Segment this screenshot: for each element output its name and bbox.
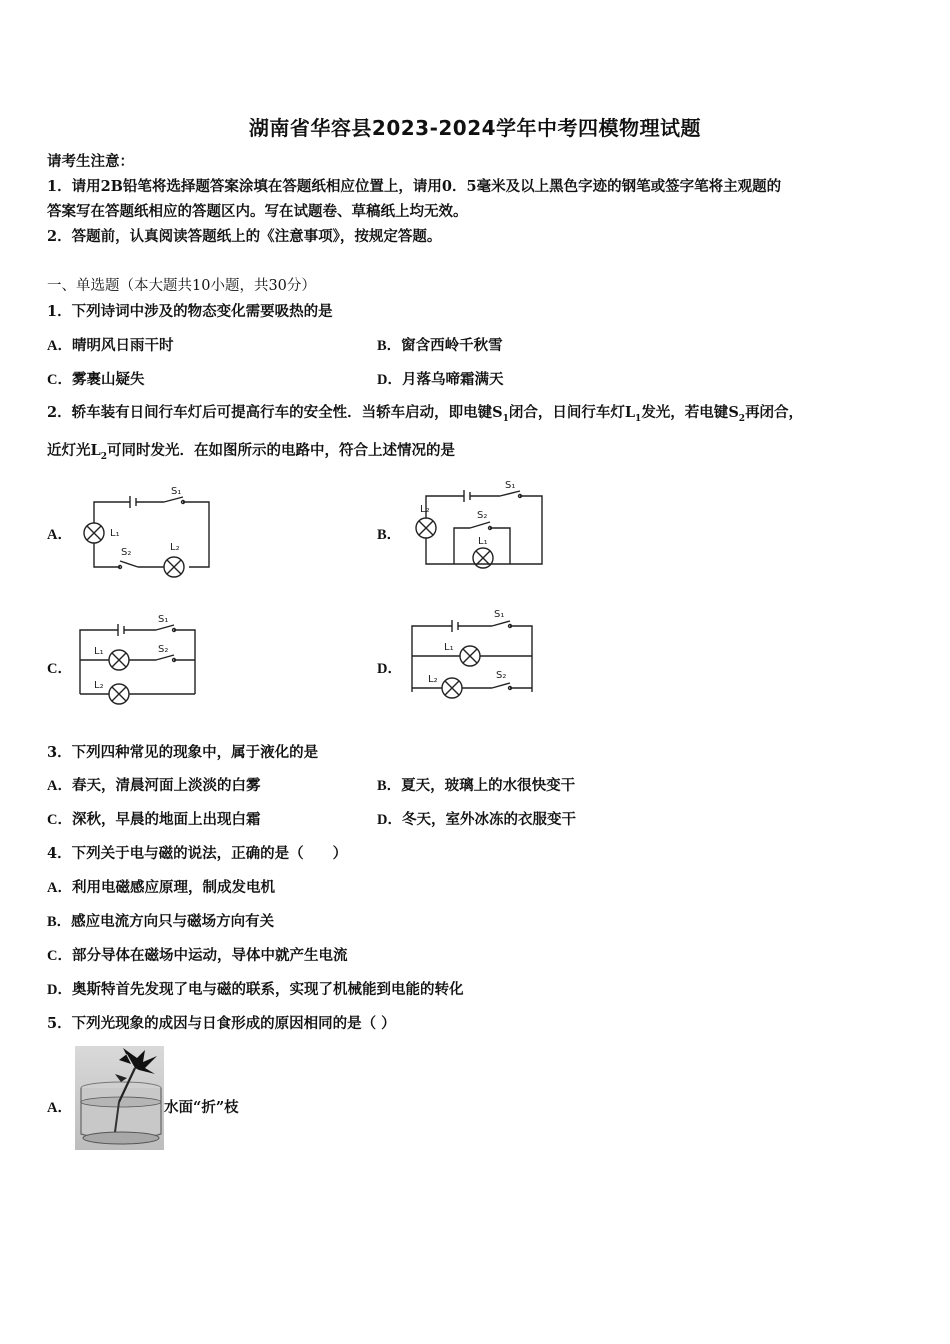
- q4-option-b: [47, 913, 274, 931]
- a-l1-label: L₁: [110, 528, 120, 539]
- q3-d-text: 冬天，室外冰冻的衣服变干: [401, 811, 576, 828]
- q4-d-text: 奥斯特首先发现了电与磁的联系，实现了机械能到电能的转化: [71, 981, 464, 998]
- notice-line-1b: 答案写在答题纸相应的答题区内。写在试题卷、草稿纸上均无效。: [47, 203, 468, 220]
- circuit-diagram-a: [80, 484, 215, 579]
- q1-b-text: 窗含西岭千秋雪: [401, 337, 503, 354]
- q5-a-text: 水面“折”枝: [164, 1099, 239, 1116]
- q1-c-label: C．: [47, 372, 72, 388]
- circuit-diagram-b: [410, 478, 550, 578]
- q2-s2-sub: 2: [738, 413, 746, 424]
- q4-c-text: 部分导体在磁场中运动，导体中就产生电流: [71, 947, 348, 964]
- q4-option-d: [47, 981, 463, 999]
- d-l2-label: L₂: [428, 674, 438, 685]
- q2-l2-sub: 2: [100, 451, 107, 462]
- q5-a-label: A．: [47, 1100, 72, 1116]
- b-l1-label: L₁: [478, 536, 488, 547]
- q4-option-c: [47, 947, 347, 965]
- notice-line-1a: 1．请用2B铅笔将选择题答案涂填在答题纸相应位置上，请用0．5毫米及以上黑色字迹的钢笔或签字笔将主观题的: [47, 178, 782, 195]
- d-s1-label: S₁: [494, 609, 505, 620]
- q4-b-text: 感应电流方向只与磁场方向有关: [71, 913, 275, 930]
- q3-option-b: [377, 777, 575, 795]
- q2-s1-sub: 1: [502, 413, 509, 424]
- branch-in-water-photo: [75, 1046, 164, 1150]
- q2-stem-line-1: [47, 404, 803, 428]
- q2-b-label: B．: [377, 527, 402, 543]
- circuit-diagram-d: [408, 604, 538, 704]
- q2-text-6: 可同时发光．在如图所示的电路中，符合上述情况的是: [106, 442, 455, 459]
- q1-option-d: [377, 371, 503, 389]
- a-l2-label: L₂: [170, 542, 180, 553]
- q2-l1-sub: 1: [635, 413, 642, 424]
- q3-b-text: 夏天，玻璃上的水很快变干: [401, 777, 576, 794]
- q2-s1: S: [492, 404, 503, 421]
- b-l2-label: L₂: [420, 504, 430, 515]
- b-s1-label: S₁: [505, 480, 516, 491]
- q3-stem: 3．下列四种常见的现象中，属于液化的是: [47, 744, 319, 761]
- q2-text-5: 近灯光: [47, 442, 91, 459]
- c-s1-label: S₁: [158, 614, 169, 625]
- a-s2-label: S₂: [121, 547, 132, 558]
- q4-option-a: [47, 879, 275, 897]
- notice-heading: 请考生注意：: [47, 153, 134, 170]
- q3-option-a: [47, 777, 260, 795]
- q1-d-text: 月落乌啼霜满天: [401, 371, 504, 388]
- q2-a-label: A．: [47, 527, 72, 543]
- q1-c-text: 雾裹山疑失: [71, 371, 145, 388]
- q1-d-label: D．: [377, 372, 402, 388]
- q2-text-3: 发光，若电键: [641, 404, 729, 421]
- q1-a-label: A．: [47, 338, 72, 354]
- q3-option-c: [47, 811, 260, 829]
- q2-d-label: D．: [377, 661, 402, 677]
- c-l1-label: L₁: [94, 646, 104, 657]
- c-s2-label: S₂: [158, 644, 169, 655]
- q2-c-label: C．: [47, 661, 72, 677]
- q3-option-d: [377, 811, 576, 829]
- q4-d-label: D．: [47, 982, 72, 998]
- q4-b-label: B．: [47, 914, 72, 930]
- b-s2-label: S₂: [477, 510, 488, 521]
- section-heading: 一、单选题（本大题共10小题，共30分）: [47, 278, 316, 294]
- q2-text-2: 闭合，日间行车灯: [508, 404, 625, 421]
- c-l2-label: L₂: [94, 680, 104, 691]
- q3-c-text: 深秋，早晨的地面上出现白霜: [71, 811, 261, 828]
- q1-stem: 1．下列诗词中涉及的物态变化需要吸热的是: [47, 303, 333, 320]
- d-l1-label: L₁: [444, 642, 454, 653]
- q2-stem-line-2: [47, 442, 455, 466]
- q4-a-label: A．: [47, 880, 72, 896]
- q3-c-label: C．: [47, 812, 72, 828]
- a-s1-label: S₁: [171, 486, 182, 497]
- q3-a-label: A．: [47, 778, 72, 794]
- q2-text-4: 再闭合，: [745, 404, 804, 421]
- page-title: 湖南省华容县2023-2024学年中考四模物理试题: [248, 116, 702, 140]
- q2-l2: L: [90, 442, 101, 459]
- q2-l1: L: [624, 404, 636, 421]
- q3-b-label: B．: [377, 778, 402, 794]
- q4-a-text: 利用电磁感应原理，制成发电机: [71, 879, 275, 896]
- notice-line-2: 2．答题前，认真阅读答题纸上的《注意事项》，按规定答题。: [47, 228, 442, 245]
- q2-s2: S: [728, 404, 739, 421]
- q3-a-text: 春天，清晨河面上淡淡的白雾: [71, 777, 261, 794]
- q1-option-a: [47, 337, 173, 355]
- q5-stem: 5．下列光现象的成因与日食形成的原因相同的是（ ）: [47, 1015, 396, 1032]
- q2-text-1: 2．轿车装有日间行车灯后可提高行车的安全性．当轿车启动，即电键: [47, 404, 493, 421]
- q3-d-label: D．: [377, 812, 402, 828]
- q1-option-b: [377, 337, 503, 355]
- q1-b-label: B．: [377, 338, 402, 354]
- circuit-diagram-c: [76, 612, 201, 707]
- q1-a-text: 晴明风日雨干时: [71, 337, 174, 354]
- d-s2-label: S₂: [496, 670, 507, 681]
- q4-stem: 4．下列关于电与磁的说法，正确的是（ ）: [47, 845, 348, 862]
- q4-c-label: C．: [47, 948, 72, 964]
- q1-option-c: [47, 371, 144, 389]
